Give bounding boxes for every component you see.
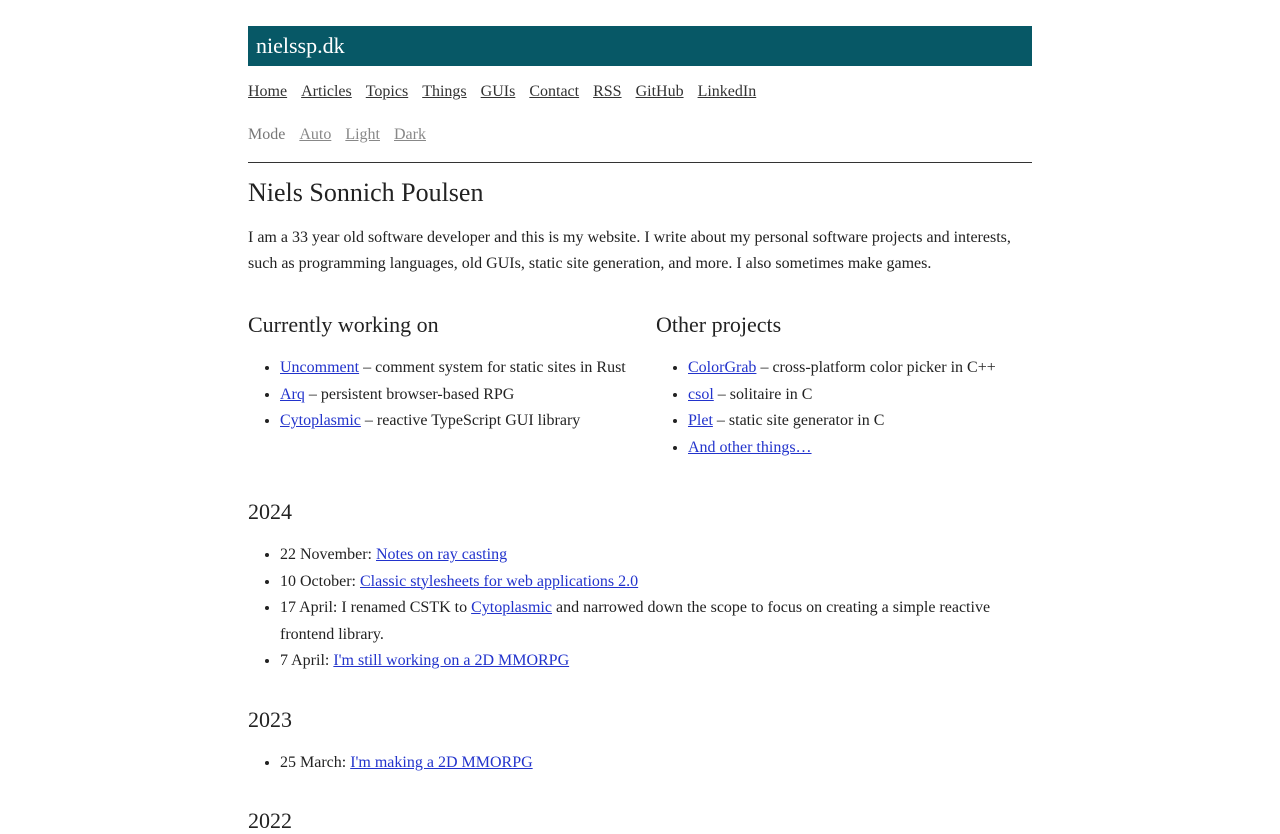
mode-light[interactable]: Light bbox=[345, 126, 380, 143]
entry-link[interactable]: Cytoplasmic bbox=[471, 599, 552, 616]
nav-linkedin[interactable]: LinkedIn bbox=[697, 83, 757, 100]
list-item bbox=[688, 435, 1032, 462]
nav-home[interactable]: Home bbox=[248, 83, 288, 100]
page-wrapper bbox=[248, 0, 1032, 834]
nav-articles[interactable]: Articles bbox=[301, 83, 352, 100]
main-nav bbox=[248, 81, 1032, 103]
header-divider bbox=[248, 162, 1032, 163]
news-list bbox=[248, 542, 1032, 675]
mode-auto[interactable]: Auto bbox=[299, 126, 332, 143]
entry-text: and narrowed down the scope to focus on creating a simple reactive frontend library. bbox=[280, 599, 991, 643]
mode-label: Mode bbox=[248, 126, 286, 143]
project-desc: – persistent browser-based RPG bbox=[304, 385, 515, 403]
entry-date: 25 March: bbox=[280, 753, 351, 771]
year-section-2023 bbox=[248, 707, 1032, 777]
nav-guis[interactable]: GUIs bbox=[480, 83, 516, 100]
site-banner bbox=[248, 26, 1032, 66]
current-list bbox=[248, 355, 640, 435]
project-desc: – cross-platform color picker in C++ bbox=[756, 359, 996, 376]
project-desc: – reactive TypeScript GUI library bbox=[360, 412, 581, 429]
year-heading: 2024 bbox=[248, 499, 292, 524]
entry-date: 10 October: bbox=[280, 572, 360, 590]
nav-github[interactable]: GitHub bbox=[635, 83, 684, 100]
nav-rss[interactable]: RSS bbox=[593, 83, 622, 100]
project-link-csol[interactable]: csol bbox=[688, 385, 714, 403]
entry-date: 17 April: bbox=[280, 599, 342, 616]
year-section-2024 bbox=[248, 499, 1032, 675]
project-desc: – solitaire in C bbox=[713, 385, 813, 403]
site-title[interactable]: nielssp.dk bbox=[256, 33, 345, 58]
project-link-colorgrab[interactable]: ColorGrab bbox=[688, 359, 757, 376]
list-item bbox=[280, 569, 1032, 596]
list-item bbox=[280, 648, 1032, 675]
project-link-cytoplasmic[interactable]: Cytoplasmic bbox=[280, 412, 361, 429]
entry-text: I renamed CSTK to bbox=[341, 599, 472, 616]
year-section-2022 bbox=[248, 808, 1032, 834]
entry-link[interactable]: I'm making a 2D MMORPG bbox=[350, 753, 533, 771]
nav-contact[interactable]: Contact bbox=[529, 83, 580, 100]
list-item bbox=[688, 355, 1032, 382]
entry-date: 22 November: bbox=[280, 546, 376, 563]
nav-things[interactable]: Things bbox=[422, 83, 467, 100]
list-item bbox=[688, 408, 1032, 435]
projects-columns bbox=[248, 312, 1032, 461]
mode-switcher bbox=[248, 124, 1032, 146]
project-link-plet[interactable]: Plet bbox=[688, 412, 713, 429]
year-heading: 2023 bbox=[248, 706, 292, 732]
intro-paragraph: I am a 33 year old software developer and this is my website. I write about my personal software projects and interests, such as programming languages, old GUIs, static site generation, and more. I also sometimes make games. bbox=[248, 229, 1011, 272]
mode-dark[interactable]: Dark bbox=[394, 126, 426, 143]
list-item bbox=[280, 595, 1032, 648]
list-item bbox=[280, 408, 640, 435]
other-list bbox=[656, 355, 1032, 461]
list-item bbox=[280, 382, 640, 409]
list-item bbox=[688, 382, 1032, 409]
project-link-other-things[interactable]: And other things… bbox=[688, 438, 812, 456]
project-link-arq[interactable]: Arq bbox=[280, 385, 305, 403]
list-item bbox=[280, 355, 640, 382]
other-heading: Other projects bbox=[656, 312, 782, 337]
nav-topics[interactable]: Topics bbox=[365, 83, 409, 100]
entry-link[interactable]: I'm still working on a 2D MMORPG bbox=[333, 652, 570, 669]
entry-link[interactable]: Classic stylesheets for web applications 2.0 bbox=[359, 572, 639, 590]
list-item bbox=[280, 542, 1032, 569]
project-desc: – comment system for static sites in Rust bbox=[359, 359, 626, 376]
page-title: Niels Sonnich Poulsen bbox=[248, 178, 484, 207]
other-projects bbox=[656, 312, 1032, 461]
news-list bbox=[248, 750, 1032, 777]
current-projects bbox=[248, 312, 640, 461]
entry-date: 7 April: bbox=[280, 652, 334, 669]
current-heading: Currently working on bbox=[248, 312, 439, 337]
project-link-uncomment[interactable]: Uncomment bbox=[280, 359, 360, 376]
year-heading: 2022 bbox=[248, 808, 292, 833]
list-item bbox=[280, 750, 1032, 777]
entry-link[interactable]: Notes on ray casting bbox=[375, 546, 508, 563]
project-desc: – static site generator in C bbox=[712, 412, 885, 429]
